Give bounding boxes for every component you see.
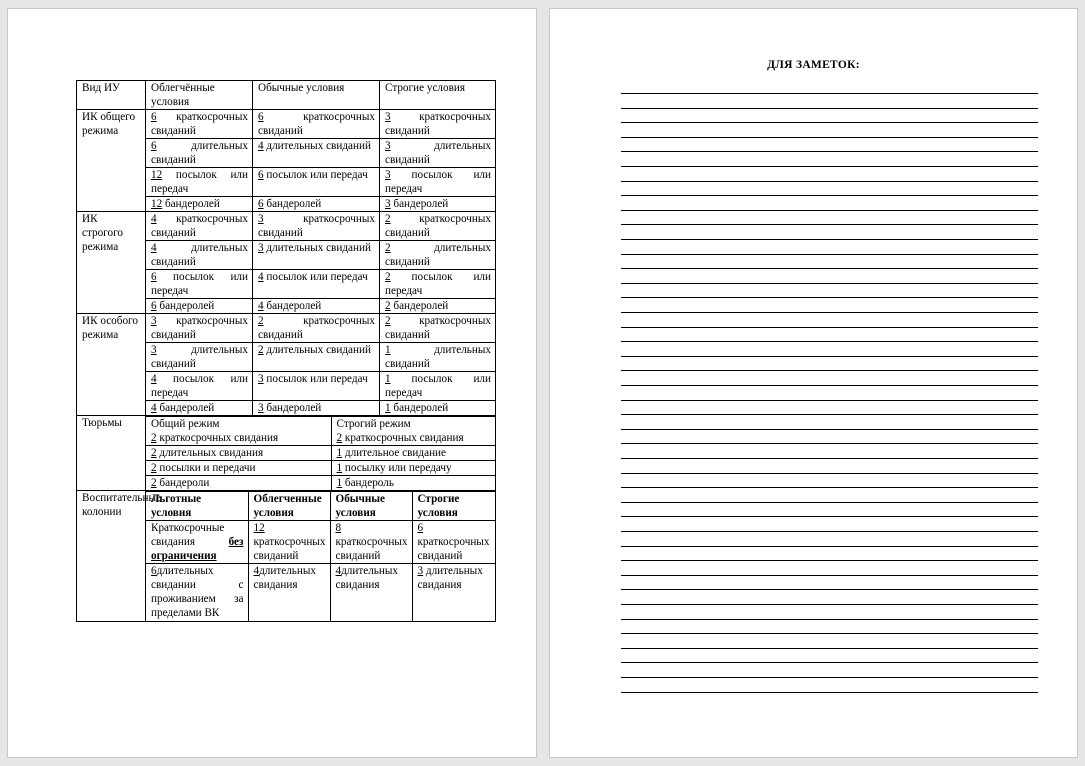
note-line xyxy=(621,414,1038,415)
institution-type-cell xyxy=(77,491,161,622)
allowance-text: краткосрочных свиданий xyxy=(151,213,248,239)
header-cell xyxy=(146,81,253,110)
allowance-count: 2 xyxy=(385,242,391,254)
header-label: Обычные условия xyxy=(258,82,345,94)
allowance-text: посылок или передач xyxy=(151,169,249,195)
institution-type-cell xyxy=(77,212,146,314)
allowance-count: 4 xyxy=(151,402,157,414)
allowance-count: 2 xyxy=(385,271,391,283)
note-line xyxy=(621,677,1038,678)
allowance-text: бандеролей xyxy=(393,198,449,210)
allowance-count: 3 xyxy=(258,213,264,225)
table-cell xyxy=(253,212,380,241)
allowance-count: 3 xyxy=(151,315,157,327)
header-cell xyxy=(380,81,496,110)
note-line xyxy=(621,268,1038,269)
table-cell xyxy=(146,372,253,401)
table-cell xyxy=(146,299,253,314)
allowance-text: посылок или передач xyxy=(266,169,368,181)
allowance-count: 6 xyxy=(258,198,264,210)
note-line xyxy=(621,151,1038,152)
note-line xyxy=(621,254,1038,255)
prisons-inner-cell xyxy=(331,431,496,446)
note-line xyxy=(621,633,1038,634)
table-cell xyxy=(146,212,253,241)
allowance-text: краткосрочных свиданий xyxy=(151,111,248,137)
table-cell xyxy=(253,197,380,212)
note-line xyxy=(621,108,1038,109)
note-line xyxy=(621,560,1038,561)
allowance-count: 2 xyxy=(151,477,157,489)
note-line xyxy=(621,619,1038,620)
allowance-text: посылку или передачу xyxy=(344,462,452,474)
colonies-header-row xyxy=(146,492,496,521)
colonies-inner-table xyxy=(146,491,496,621)
allowance-text: посылки и передачи xyxy=(159,462,256,474)
note-line xyxy=(621,589,1038,590)
table-header-row xyxy=(77,81,496,110)
note-line xyxy=(621,604,1038,605)
note-line xyxy=(621,546,1038,547)
header-label: Льготные условия xyxy=(151,493,202,519)
allowance-count: 4 xyxy=(258,140,264,152)
allowance-text: бандероль xyxy=(344,477,394,489)
header-label: Вид ИУ xyxy=(82,82,120,94)
allowance-count: 3 xyxy=(385,140,391,152)
table-cell xyxy=(253,343,380,372)
table-cell xyxy=(380,197,496,212)
colonies-cell-long xyxy=(248,564,330,622)
colonies-cell-short xyxy=(248,521,330,564)
institution-type: ИК особого режима xyxy=(82,315,138,341)
colonies-cell-long xyxy=(330,564,412,622)
allowance-count: 12 xyxy=(253,522,265,534)
allowance-count: 12 xyxy=(151,198,163,210)
table-cell xyxy=(253,314,380,343)
allowance-text: посылок или передач xyxy=(151,271,249,297)
allowance-text: длительных свиданий xyxy=(266,140,371,152)
allowance-count: 2 xyxy=(385,213,391,225)
institution-type-cell xyxy=(77,110,146,212)
allowance-text: бандеролей xyxy=(159,300,215,312)
allowance-count: 2 xyxy=(258,344,264,356)
allowance-count: 6 xyxy=(151,140,157,152)
colonies-cell-short xyxy=(330,521,412,564)
colonies-row xyxy=(77,491,496,622)
colonies-header-cell xyxy=(330,492,412,521)
table-cell xyxy=(146,241,253,270)
allowance-text: краткосрочных свиданий xyxy=(335,536,408,562)
table-cell xyxy=(253,241,380,270)
allowance-text: краткосрочных свидания xyxy=(344,432,464,444)
table-cell xyxy=(253,270,380,299)
colonies-long-row xyxy=(146,564,496,622)
colonies-cell-long xyxy=(146,564,248,622)
colonies-header-cell xyxy=(146,492,248,521)
table-cell xyxy=(146,270,253,299)
allowance-text: бандеролей xyxy=(393,402,449,414)
allowance-text: краткосрочных свиданий xyxy=(258,111,375,137)
allowance-text: посылок или передач xyxy=(266,373,368,385)
regime-title: Общий режим xyxy=(151,418,220,430)
note-line xyxy=(621,370,1038,371)
note-line xyxy=(621,400,1038,401)
allowance-count: 12 xyxy=(151,169,163,181)
table-cell xyxy=(380,372,496,401)
allowance-text: краткосрочных свиданий xyxy=(417,536,490,562)
table-cell xyxy=(253,168,380,197)
note-line xyxy=(621,312,1038,313)
prisons-inner-row xyxy=(146,476,496,491)
note-line xyxy=(621,662,1038,663)
table-cell xyxy=(253,299,380,314)
header-label: Облегчённые условия xyxy=(151,82,215,108)
allowance-text: посылок или передач xyxy=(385,271,492,297)
table-row xyxy=(77,110,496,139)
allowance-text: длительных свидания xyxy=(159,447,264,459)
table-cell xyxy=(146,401,253,416)
table-cell xyxy=(380,343,496,372)
allowance-count: 4 xyxy=(335,565,342,577)
note-line xyxy=(621,327,1038,328)
allowance-text: длительных свиданий xyxy=(385,140,491,166)
colonies-cell xyxy=(146,491,496,622)
note-line xyxy=(621,93,1038,94)
note-line xyxy=(621,224,1038,225)
institution-type: ИК общего режима xyxy=(82,111,136,137)
table-cell xyxy=(146,343,253,372)
allowance-text: посылок или передач xyxy=(385,169,492,195)
allowance-count: 1 xyxy=(385,344,391,356)
note-line xyxy=(621,458,1038,459)
prisons-inner-row xyxy=(146,461,496,476)
table-cell xyxy=(253,110,380,139)
note-line xyxy=(621,181,1038,182)
institution-type: ИК строгого режима xyxy=(82,213,123,253)
table-cell xyxy=(380,270,496,299)
institution-type-cell xyxy=(77,314,146,416)
table-cell xyxy=(380,314,496,343)
allowance-count: 1 xyxy=(336,477,343,489)
allowance-count: 4 xyxy=(258,300,264,312)
allowance-count: 6 xyxy=(151,271,157,283)
prisons-inner-row xyxy=(146,431,496,446)
table-cell xyxy=(253,372,380,401)
allowance-text: бандеролей xyxy=(393,300,449,312)
table-cell xyxy=(380,110,496,139)
prisons-inner-cell xyxy=(331,446,496,461)
document-page-left xyxy=(7,8,537,758)
header-label: Строгие условия xyxy=(385,82,466,94)
note-line xyxy=(621,356,1038,357)
note-line xyxy=(621,502,1038,503)
note-line xyxy=(621,137,1038,138)
table-cell xyxy=(146,110,253,139)
allowance-count: 2 xyxy=(151,462,157,474)
prisons-inner-cell xyxy=(331,476,496,491)
allowance-count: 1 xyxy=(385,402,391,414)
prisons-inner-cell xyxy=(146,476,331,491)
allowance-text: длительных свиданий xyxy=(385,344,491,370)
allowance-count: 3 xyxy=(417,565,424,577)
table-cell xyxy=(253,139,380,168)
allowance-count: 3 xyxy=(258,373,264,385)
allowance-count: 3 xyxy=(385,111,391,123)
prisons-inner-table xyxy=(146,416,496,490)
allowance-text: длительных свидания xyxy=(417,565,483,591)
prisons-inner-cell xyxy=(146,446,331,461)
allowance-count: 6 xyxy=(151,111,157,123)
header-label: Строгие условия xyxy=(417,493,460,519)
allowance-text: посылок или передач xyxy=(151,373,249,399)
header-cell xyxy=(77,81,146,110)
table-cell xyxy=(380,212,496,241)
allowance-text: бандеролей xyxy=(266,300,322,312)
allowance-count: 2 xyxy=(336,432,343,444)
allowance-text: бандеролей xyxy=(164,198,220,210)
allowance-text: длительное свидание xyxy=(344,447,447,459)
note-line xyxy=(621,195,1038,196)
allowance-text: длительных свиданий xyxy=(151,344,248,370)
allowance-text: длительных свидания xyxy=(335,565,398,591)
allowance-text: краткосрочных свиданий xyxy=(385,111,491,137)
allowance-count: 4 xyxy=(151,242,157,254)
prisons-inner-row xyxy=(146,446,496,461)
note-line xyxy=(621,341,1038,342)
prisons-row xyxy=(77,416,496,491)
table-cell xyxy=(146,197,253,212)
allowance-count: 1 xyxy=(336,447,343,459)
allowance-text: краткосрочных свиданий xyxy=(385,213,491,239)
allowance-count: 3 xyxy=(151,344,157,356)
allowance-text: краткосрочных свиданий xyxy=(258,213,375,239)
prisons-inner-cell xyxy=(331,417,496,432)
allowance-text: длительных свиданий xyxy=(266,242,371,254)
allowance-text: посылок или передач xyxy=(266,271,368,283)
header-label: Обычные условия xyxy=(335,493,385,519)
colonies-cell-short xyxy=(146,521,248,564)
allowance-count: 8 xyxy=(335,522,342,534)
table-cell xyxy=(380,299,496,314)
prisons-inner-cell xyxy=(146,461,331,476)
allowance-text: посылок или передач xyxy=(385,373,492,399)
allowance-text: бандеролей xyxy=(266,402,322,414)
allowance-text: краткосрочных свидания xyxy=(159,432,279,444)
note-line xyxy=(621,648,1038,649)
colonies-cell-long xyxy=(412,564,496,622)
header-cell xyxy=(253,81,380,110)
allowance-text: краткосрочных свиданий xyxy=(151,315,248,341)
note-line xyxy=(621,516,1038,517)
allowance-text: Краткосрочные свидания xyxy=(151,522,225,548)
allowance-text: бандеролей xyxy=(266,198,322,210)
colonies-short-row xyxy=(146,521,496,564)
note-line xyxy=(621,385,1038,386)
note-line xyxy=(621,297,1038,298)
allowance-count: 3 xyxy=(258,402,264,414)
note-line xyxy=(621,487,1038,488)
note-line xyxy=(621,443,1038,444)
institution-type: Тюрьмы xyxy=(82,417,122,429)
allowance-count: 4 xyxy=(253,565,260,577)
note-line xyxy=(621,692,1038,693)
note-line xyxy=(621,239,1038,240)
allowance-text: краткосрочных свиданий xyxy=(253,536,326,562)
allowance-emphasis: без ограничения xyxy=(151,536,244,562)
allowance-text: длительных свидания xyxy=(253,565,316,591)
allowance-text: бандероли xyxy=(159,477,210,489)
note-line xyxy=(621,531,1038,532)
colonies-header-cell xyxy=(412,492,496,521)
document-page-right xyxy=(549,8,1078,758)
allowance-count: 3 xyxy=(258,242,264,254)
allowance-count: 3 xyxy=(385,198,391,210)
regime-title: Строгий режим xyxy=(336,418,411,430)
allowance-text: краткосрочных свиданий xyxy=(258,315,375,341)
table-cell xyxy=(380,139,496,168)
institution-type-cell xyxy=(77,416,146,491)
allowance-text: длительных свиданий xyxy=(266,344,371,356)
allowance-count: 2 xyxy=(385,315,391,327)
allowance-text: длительных свидании с проживанием за пределами ВК xyxy=(151,565,244,619)
allowance-count: 6 xyxy=(258,111,264,123)
allowance-count: 2 xyxy=(385,300,391,312)
prisons-inner-cell xyxy=(331,461,496,476)
table-cell xyxy=(146,314,253,343)
allowance-count: 6 xyxy=(417,522,424,534)
note-line xyxy=(621,575,1038,576)
colonies-header-cell xyxy=(248,492,330,521)
table-cell xyxy=(146,168,253,197)
allowance-count: 2 xyxy=(151,447,157,459)
prisons-cell xyxy=(146,416,496,491)
prisons-inner-cell xyxy=(146,431,331,446)
allowance-count: 1 xyxy=(385,373,391,385)
allowance-count: 3 xyxy=(385,169,391,181)
allowance-count: 4 xyxy=(151,373,157,385)
table-cell xyxy=(380,241,496,270)
allowance-text: бандеролей xyxy=(159,402,215,414)
institution-type: Воспитательные колонии xyxy=(82,492,161,518)
note-line xyxy=(621,210,1038,211)
allowance-count: 6 xyxy=(258,169,264,181)
note-line xyxy=(621,473,1038,474)
note-line xyxy=(621,122,1038,123)
table-cell xyxy=(146,139,253,168)
allowance-count: 4 xyxy=(258,271,264,283)
allowance-text: краткосрочных свиданий xyxy=(385,315,491,341)
allowance-count: 2 xyxy=(258,315,264,327)
table-cell xyxy=(380,168,496,197)
prisons-inner-cell xyxy=(146,417,331,432)
table-row xyxy=(77,314,496,343)
allowance-count: 1 xyxy=(336,462,343,474)
table-cell xyxy=(253,401,380,416)
table-row xyxy=(77,212,496,241)
header-label: Облегченные условия xyxy=(253,493,322,519)
allowance-count: 6 xyxy=(151,565,157,577)
allowance-count: 4 xyxy=(151,213,157,225)
allowance-count: 2 xyxy=(151,432,157,444)
allowance-count: 6 xyxy=(151,300,157,312)
note-line xyxy=(621,166,1038,167)
note-line xyxy=(621,283,1038,284)
colonies-cell-short xyxy=(412,521,496,564)
notes-title: ДЛЯ ЗАМЕТОК: xyxy=(767,59,860,71)
table-cell xyxy=(380,401,496,416)
note-line xyxy=(621,429,1038,430)
visits-table xyxy=(76,80,496,622)
allowance-text: длительных свиданий xyxy=(151,242,248,268)
allowance-text: длительных свиданий xyxy=(151,140,248,166)
prisons-inner-row xyxy=(146,417,496,432)
allowance-text: длительных свиданий xyxy=(385,242,491,268)
